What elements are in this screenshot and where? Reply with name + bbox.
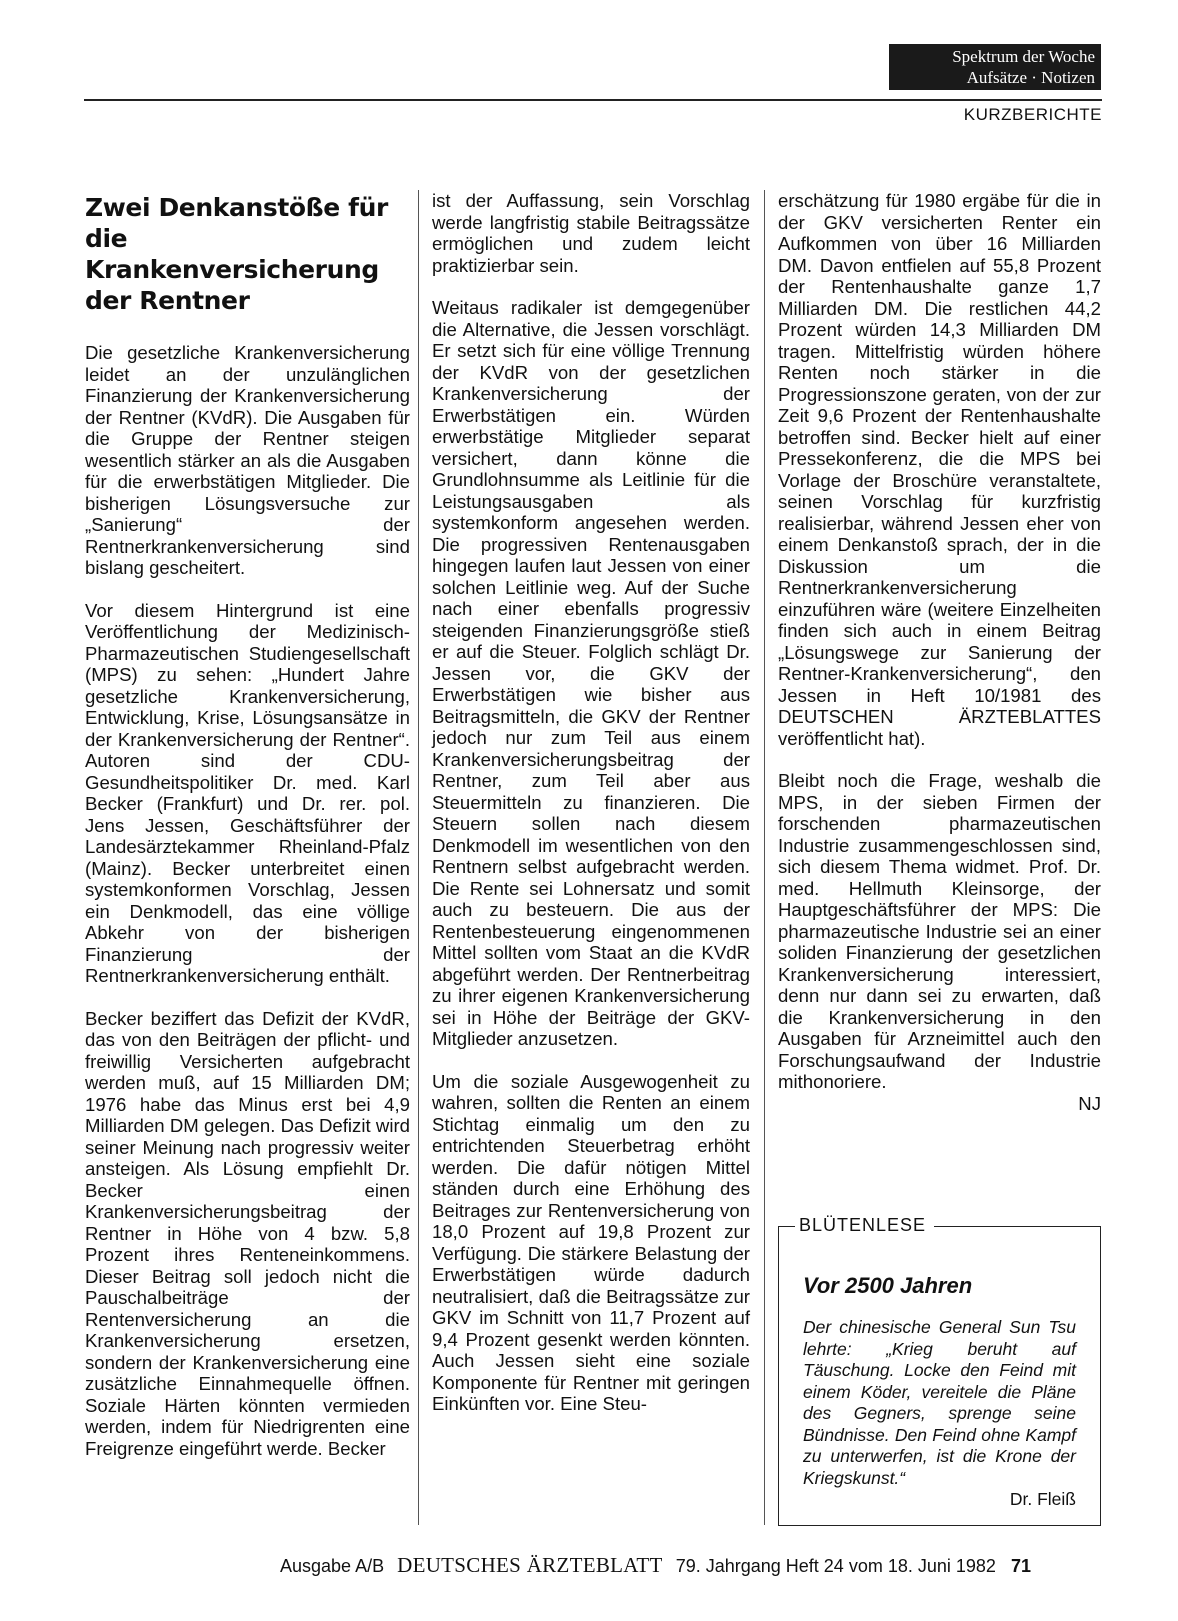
article-column-3 — [778, 190, 1101, 1114]
footer-journal-title: DEUTSCHES ÄRZTEBLATT — [397, 1553, 663, 1577]
article-paragraph: Becker beziffert das Defizit der KVdR, das von den Beiträgen der pflicht- und freiwillig Versicherten aufgebracht werden muß, auf 15 Milliarden DM; 1976 habe das Minus erst bei 4,9 Milliarden DM gelegen. Das Defizit wird seiner Meinung nach progressiv weiter ansteigen. Als Lösung empfiehlt Dr. Becker einen Krankenversicherungsbeitrag der Rentner in Höhe von 4 bzw. 5,8 Prozent ihres Renteneinkommens. Dieser Beitrag soll jedoch nicht die Pauschalbeiträge der Rentenversicherung an die Krankenversicherung ersetzen, sondern der Krankenversicherung eine zusätzliche Einnahmequelle öffnen. Soziale Härten könnten vermieden werden, indem für Niedrigrenten eine Freigrenze eingeführt werde. Becker — [85, 1007, 410, 1459]
article-paragraph: Um die soziale Ausgewogenheit zu wahren, sollten die Renten an einem Stichtag einmalig um den zu entrichtenden Steuerbetrag erhöht werden. Die dafür nötigen Mittel ständen durch eine Erhöhung des Beitrages zur Rentenversicherung von 18,0 Prozent auf 19,8 Prozent zur Verfügung. Die stärkere Belastung der Erwerbstätigen würde dadurch neutralisiert, daß die Beitragssätze zur GKV im Schnitt von 11,7 Prozent auf 9,4 Prozent gesenkt werden könnten. Auch Jessen sieht eine soziale Komponente für Rentner mit geringen Einkünften vor. Eine Steu- — [432, 1070, 750, 1414]
article-paragraph: Vor diesem Hintergrund ist eine Veröffentlichung der Medizinisch-Pharmazeutischen Studiengesellschaft (MPS) zu sehen: „Hundert Jahre gesetzliche Krankenversicherung, Entwicklung, Krise, Lösungsansätze in der Krankenversicherung der Rentner“. Autoren sind der CDU-Gesundheitspolitiker Dr. med. Karl Becker (Frankfurt) und Dr. rer. pol. Jens Jessen, Geschäftsführer der Landesärztekammer Rheinland-Pfalz (Mainz). Becker unterbreitet einen systemkonformen Vorschlag, Jessen ein Denkmodell, das eine völlige Abkehr von der bisherigen Finanzierung der Rentnerkrankenversicherung enthält. — [85, 599, 410, 986]
article-paragraph: Bleibt noch die Frage, weshalb die MPS, in der sieben Firmen der forschenden pharmazeutischen Industrie zusammengeschlossen sind, sich diesem Thema widmet. Prof. Dr. med. Hellmuth Kleinsorge, der Hauptgeschäftsführer der MPS: Die pharmazeutische Industrie sei an einer soliden Finanzierung der gesetzlichen Krankenversicherung interessiert, denn nur dann sei zu erwarten, daß die Krankenversicherung in den Ausgaben für Arzneimittel auch den Forschungsaufwand der Industrie mithonoriere. — [778, 770, 1101, 1092]
article-column-1 — [85, 190, 410, 1480]
section-label-line1: Spektrum der Woche — [952, 47, 1095, 66]
page-number: 71 — [1010, 1556, 1031, 1576]
column-divider — [418, 190, 419, 1525]
footer-issue: 79. Jahrgang Heft 24 vom 18. Juni 1982 — [675, 1556, 996, 1576]
top-divider — [84, 99, 1102, 101]
article-paragraph: Weitaus radikaler ist demgegenüber die Alternative, die Jessen vorschlägt. Er setzt sich für eine völlige Trennung der KVdR von der gesetzlichen Krankenversicherung der Erwerbstätigen ein. Würden erwerbstätige Mitglieder separat versichert, dann könne die Grundlohnsumme als Leitlinie für die Leistungsausgaben als systemkonform angesehen werden. Die progressiven Rentenausgaben hingegen laufen laut Jessen von einer solchen Leitlinie weg. Auf der Suche nach einer ebenfalls progressiv steigenden Finanzierungsgröße stieß er auf die Steuer. Folglich schlägt Dr. Jessen vor, die GKV der Erwerbstätigen wie bisher aus Beitragsmitteln, die GKV der Rentner jedoch nur zum Teil aus einem Krankenversicherungsbeitrag der Rentner, zum Teil aber aus Steuermitteln zu finanzieren. Die Steuern sollen nach diesem Denkmodell im wesentlichen von den Rentnern selbst aufgebracht werden. Die Rente sei Lohnersatz und somit auch zu besteuern. Die aus der Rentenbesteuerung eingenommenen Mittel sollten vom Staat an die KVdR abgeführt werden. Der Rentnerbeitrag zu ihrer eigenen Krankenversicherung sei in Höhe der Beiträge der GKV-Mitglieder anzusetzen. — [432, 297, 750, 1049]
sidebar-quote-box — [778, 1215, 1101, 1526]
article-headline: Zwei Denkanstöße für die Krankenversicherung der Rentner — [85, 193, 388, 315]
section-label-line2: Aufsätze · Notizen — [966, 68, 1095, 87]
article-paragraph: Die gesetzliche Krankenversicherung leidet an der unzulänglichen Finanzierung der Krankenversicherung der Rentner (KVdR). Die Ausgaben für die Gruppe der Rentner steigen wesentlich stärker an als die Ausgaben für die erwerbstätigen Mitglieder. Die bisherigen Lösungsversuche zur „Sanierung“ der Rentnerkrankenversicherung sind bislang gescheitert. — [85, 342, 410, 578]
category-label: KURZBERICHTE — [963, 105, 1102, 124]
article-signature: NJ — [1078, 1092, 1101, 1114]
sidebar-box-signature: Dr. Fleiß — [1009, 1489, 1076, 1509]
article-paragraph: ist der Auffassung, sein Vorschlag werde langfristig stabile Beitragssätze ermöglichen und zudem leicht praktizierbar sein. — [432, 190, 750, 276]
sidebar-box-title: Vor 2500 Jahren — [803, 1273, 973, 1298]
article-column-2 — [432, 190, 750, 1436]
sidebar-box-label: BLÜTENLESE — [795, 1215, 934, 1236]
footer-edition: Ausgabe A/B — [280, 1556, 385, 1576]
page-footer — [280, 1553, 1031, 1578]
sidebar-box-text: Der chinesische General Sun Tsu lehrte: „Krieg beruht auf Täuschung. Locke den Feind mit einem Köder, vereitele die Pläne des Gegners, sprenge seine Bündnisse. Den Feind ohne Kampf zu unterwerfen, ist die Krone der Kriegskunst.“ — [803, 1317, 1076, 1488]
column-divider — [764, 190, 765, 1525]
section-label-box — [889, 44, 1101, 90]
article-paragraph: erschätzung für 1980 ergäbe für die in der GKV versicherten Renter ein Aufkommen von über 16 Milliarden DM. Davon entfielen auf 55,8 Prozent der Rentenhaushalte ganze 1,7 Milliarden DM. Die restlichen 44,2 Prozent würden 14,3 Milliarden DM tragen. Mittelfristig würden höhere Renten noch stärker in die Progressionszone geraten, von der zur Zeit 9,6 Prozent der Rentenhaushalte betroffen sind. Becker hielt auf einer Pressekonferenz, die die MPS bei Vorlage der Broschüre veranstaltete, seinen Vorschlag für kurzfristig realisierbar, während Jessen eher von einem Denkanstoß sprach, der in die Diskussion um die Rentnerkrankenversicherung einzuführen wäre (weitere Einzelheiten finden sich auch in einem Beitrag „Lösungswege zur Sanierung der Rentner-Krankenversicherung“, den Jessen in Heft 10/1981 des DEUTSCHEN ÄRZTEBLATTES veröffentlicht hat). — [778, 190, 1101, 749]
